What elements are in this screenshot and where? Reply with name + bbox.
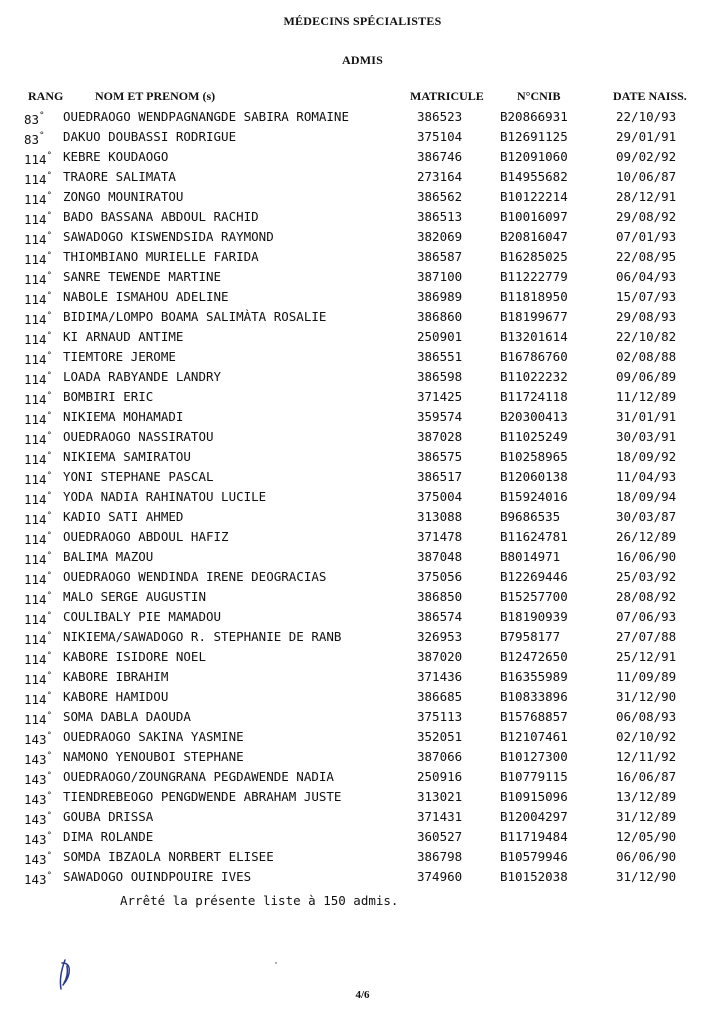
- name-cell: SAWADOGO KISWENDSIDA RAYMOND: [63, 229, 274, 244]
- table-row: [0, 107, 725, 127]
- birthdate-cell: 07/01/93: [616, 229, 677, 244]
- birthdate-cell: 15/07/93: [616, 289, 677, 304]
- birthdate-cell: 10/06/87: [616, 169, 677, 184]
- cnib-cell: B12060138: [500, 469, 568, 484]
- birthdate-cell: 16/06/87: [616, 769, 677, 784]
- cnib-cell: B12004297: [500, 809, 568, 824]
- matricule-cell: 386587: [417, 249, 463, 264]
- rank-value: 114: [24, 252, 47, 268]
- cnib-cell: B16786760: [500, 349, 568, 364]
- cnib-cell: B10016097: [500, 209, 568, 224]
- rank-value: 114: [24, 392, 47, 408]
- column-header-rang: RANG: [28, 89, 64, 103]
- rank-value: 114: [24, 332, 47, 348]
- cnib-cell: B11222779: [500, 269, 568, 284]
- cnib-cell: B10779115: [500, 769, 568, 784]
- table-row: [0, 607, 725, 627]
- rank-degree: °: [46, 351, 52, 361]
- birthdate-cell: 31/12/90: [616, 869, 677, 884]
- rank-value: 143: [24, 832, 47, 848]
- matricule-cell: 386798: [417, 849, 463, 864]
- birthdate-cell: 22/10/93: [616, 109, 677, 124]
- table-row: [0, 427, 725, 447]
- rank-value: 143: [24, 772, 47, 788]
- rank-degree: °: [46, 451, 52, 461]
- birthdate-cell: 31/01/91: [616, 409, 677, 424]
- rank-degree: °: [46, 291, 52, 301]
- name-cell: LOADA RABYANDE LANDRY: [63, 369, 222, 384]
- cnib-cell: B10833896: [500, 689, 568, 704]
- cnib-cell: B12691125: [500, 129, 568, 144]
- table-row: [0, 407, 725, 427]
- matricule-cell: 386860: [417, 309, 463, 324]
- table-row: [0, 147, 725, 167]
- matricule-cell: 371431: [417, 809, 463, 824]
- rank-degree: °: [46, 691, 52, 701]
- name-cell: NIKIEMA/SAWADOGO R. STEPHANIE DE RANB: [63, 629, 342, 644]
- rank-degree: °: [46, 811, 52, 821]
- matricule-cell: 382069: [417, 229, 463, 244]
- table-row: [0, 307, 725, 327]
- name-cell: KEBRE KOUDAOGO: [63, 149, 169, 164]
- matricule-cell: 313021: [417, 789, 463, 804]
- birthdate-cell: 11/04/93: [616, 469, 677, 484]
- cnib-cell: B12107461: [500, 729, 568, 744]
- rank-degree: °: [46, 151, 52, 161]
- rank-degree: °: [46, 551, 52, 561]
- rank-value: 114: [24, 172, 47, 188]
- rank-cell: [24, 867, 52, 890]
- cnib-cell: B12472650: [500, 649, 568, 664]
- table-row: [0, 227, 725, 247]
- cnib-cell: B15768857: [500, 709, 568, 724]
- rank-value: 114: [24, 692, 47, 708]
- rank-value: 114: [24, 412, 47, 428]
- rank-value: 143: [24, 792, 47, 808]
- rank-value: 114: [24, 292, 47, 308]
- birthdate-cell: 29/08/93: [616, 309, 677, 324]
- table-row: [0, 367, 725, 387]
- name-cell: SOMDA IBZAOLA NORBERT ELISEE: [63, 849, 274, 864]
- rank-degree: °: [46, 751, 52, 761]
- rank-value: 114: [24, 532, 47, 548]
- rank-degree: °: [46, 611, 52, 621]
- table-row: [0, 727, 725, 747]
- table-row: [0, 567, 725, 587]
- rank-degree: °: [46, 851, 52, 861]
- rank-degree: °: [46, 171, 52, 181]
- rank-value: 114: [24, 272, 47, 288]
- birthdate-cell: 13/12/89: [616, 789, 677, 804]
- matricule-cell: 386850: [417, 589, 463, 604]
- scan-speck: [275, 962, 277, 964]
- name-cell: OUEDRAOGO ABDOUL HAFIZ: [63, 529, 229, 544]
- birthdate-cell: 26/12/89: [616, 529, 677, 544]
- cnib-cell: B20866931: [500, 109, 568, 124]
- rank-degree: °: [46, 251, 52, 261]
- name-cell: MALO SERGE AUGUSTIN: [63, 589, 206, 604]
- table-row: [0, 767, 725, 787]
- admis-table: [0, 107, 725, 887]
- name-cell: BADO BASSANA ABDOUL RACHID: [63, 209, 259, 224]
- column-header-nom: NOM ET PRENOM (s): [95, 89, 216, 103]
- matricule-cell: 386551: [417, 349, 463, 364]
- table-row: [0, 587, 725, 607]
- matricule-cell: 371478: [417, 529, 463, 544]
- birthdate-cell: 02/08/88: [616, 349, 677, 364]
- rank-degree: °: [46, 731, 52, 741]
- table-row: [0, 387, 725, 407]
- rank-degree: °: [46, 311, 52, 321]
- rank-value: 114: [24, 352, 47, 368]
- rank-degree: °: [46, 871, 52, 881]
- rank-value: 114: [24, 512, 47, 528]
- rank-degree: °: [46, 491, 52, 501]
- name-cell: TIEMTORE JEROME: [63, 349, 176, 364]
- footer-note: Arrêté la présente liste à 150 admis.: [120, 893, 399, 908]
- matricule-cell: 387020: [417, 649, 463, 664]
- birthdate-cell: 18/09/94: [616, 489, 677, 504]
- cnib-cell: B15257700: [500, 589, 568, 604]
- name-cell: NABOLE ISMAHOU ADELINE: [63, 289, 229, 304]
- matricule-cell: 250916: [417, 769, 463, 784]
- rank-value: 114: [24, 572, 47, 588]
- name-cell: KABORE IBRAHIM: [63, 669, 169, 684]
- rank-value: 114: [24, 452, 47, 468]
- birthdate-cell: 11/09/89: [616, 669, 677, 684]
- birthdate-cell: 16/06/90: [616, 549, 677, 564]
- rank-degree: °: [46, 231, 52, 241]
- cnib-cell: B8014971: [500, 549, 561, 564]
- rank-value: 114: [24, 312, 47, 328]
- rank-value: 143: [24, 752, 47, 768]
- rank-degree: °: [46, 671, 52, 681]
- rank-degree: °: [46, 711, 52, 721]
- birthdate-cell: 11/12/89: [616, 389, 677, 404]
- matricule-cell: 352051: [417, 729, 463, 744]
- name-cell: THIOMBIANO MURIELLE FARIDA: [63, 249, 259, 264]
- matricule-cell: 386685: [417, 689, 463, 704]
- name-cell: OUEDRAOGO SAKINA YASMINE: [63, 729, 244, 744]
- name-cell: BALIMA MAZOU: [63, 549, 154, 564]
- cnib-cell: B11022232: [500, 369, 568, 384]
- matricule-cell: 387066: [417, 749, 463, 764]
- table-row: [0, 807, 725, 827]
- rank-value: 114: [24, 652, 47, 668]
- table-row: [0, 847, 725, 867]
- rank-degree: °: [46, 391, 52, 401]
- table-row: [0, 547, 725, 567]
- rank-value: 143: [24, 812, 47, 828]
- rank-value: 114: [24, 492, 47, 508]
- name-cell: YODA NADIA RAHINATOU LUCILE: [63, 489, 267, 504]
- table-row: [0, 527, 725, 547]
- cnib-cell: B15924016: [500, 489, 568, 504]
- rank-value: 114: [24, 372, 47, 388]
- rank-value: 114: [24, 612, 47, 628]
- cnib-cell: B10915096: [500, 789, 568, 804]
- birthdate-cell: 02/10/92: [616, 729, 677, 744]
- matricule-cell: 374960: [417, 869, 463, 884]
- cnib-cell: B11724118: [500, 389, 568, 404]
- rank-value: 114: [24, 232, 47, 248]
- rank-value: 114: [24, 672, 47, 688]
- matricule-cell: 386574: [417, 609, 463, 624]
- cnib-cell: B12091060: [500, 149, 568, 164]
- name-cell: ZONGO MOUNIRATOU: [63, 189, 184, 204]
- matricule-cell: 386562: [417, 189, 463, 204]
- birthdate-cell: 31/12/89: [616, 809, 677, 824]
- table-row: [0, 667, 725, 687]
- name-cell: DAKUO DOUBASSI RODRIGUE: [63, 129, 237, 144]
- table-row: [0, 287, 725, 307]
- birthdate-cell: 30/03/87: [616, 509, 677, 524]
- table-row: [0, 827, 725, 847]
- table-row: [0, 647, 725, 667]
- matricule-cell: 386517: [417, 469, 463, 484]
- table-row: [0, 467, 725, 487]
- name-cell: NAMONO YENOUBOI STEPHANE: [63, 749, 244, 764]
- name-cell: GOUBA DRISSA: [63, 809, 154, 824]
- rank-degree: °: [46, 471, 52, 481]
- name-cell: YONI STEPHANE PASCAL: [63, 469, 214, 484]
- birthdate-cell: 22/08/95: [616, 249, 677, 264]
- name-cell: OUEDRAOGO NASSIRATOU: [63, 429, 214, 444]
- rank-value: 114: [24, 192, 47, 208]
- name-cell: OUEDRAOGO WENDINDA IRENE DEOGRACIAS: [63, 569, 327, 584]
- page-title: MÉDECINS SPÉCIALISTES: [283, 14, 442, 28]
- rank-degree: °: [46, 651, 52, 661]
- rank-degree: °: [46, 411, 52, 421]
- name-cell: BOMBIRI ERIC: [63, 389, 154, 404]
- birthdate-cell: 25/03/92: [616, 569, 677, 584]
- table-row: [0, 207, 725, 227]
- cnib-cell: B16285025: [500, 249, 568, 264]
- rank-degree: °: [46, 591, 52, 601]
- table-row: [0, 347, 725, 367]
- name-cell: SAWADOGO OUINDPOUIRE IVES: [63, 869, 252, 884]
- table-row: [0, 127, 725, 147]
- page-subtitle: ADMIS: [341, 53, 383, 67]
- cnib-cell: B10258965: [500, 449, 568, 464]
- name-cell: NIKIEMA MOHAMADI: [63, 409, 184, 424]
- matricule-cell: 375056: [417, 569, 463, 584]
- birthdate-cell: 06/04/93: [616, 269, 677, 284]
- rank-value: 114: [24, 152, 47, 168]
- name-cell: DIMA ROLANDE: [63, 829, 154, 844]
- birthdate-cell: 29/01/91: [616, 129, 677, 144]
- matricule-cell: 386989: [417, 289, 463, 304]
- cnib-cell: B18199677: [500, 309, 568, 324]
- birthdate-cell: 07/06/93: [616, 609, 677, 624]
- birthdate-cell: 28/12/91: [616, 189, 677, 204]
- table-row: [0, 487, 725, 507]
- birthdate-cell: 12/05/90: [616, 829, 677, 844]
- table-row: [0, 627, 725, 647]
- rank-degree: °: [46, 271, 52, 281]
- birthdate-cell: 27/07/88: [616, 629, 677, 644]
- table-row: [0, 447, 725, 467]
- matricule-cell: 359574: [417, 409, 463, 424]
- table-row: [0, 327, 725, 347]
- birthdate-cell: 22/10/82: [616, 329, 677, 344]
- birthdate-cell: 12/11/92: [616, 749, 677, 764]
- cnib-cell: B11025249: [500, 429, 568, 444]
- rank-value: 83: [24, 112, 40, 128]
- cnib-cell: B12269446: [500, 569, 568, 584]
- cnib-cell: B11818950: [500, 289, 568, 304]
- table-row: [0, 167, 725, 187]
- table-row: [0, 707, 725, 727]
- name-cell: KI ARNAUD ANTIME: [63, 329, 184, 344]
- table-row: [0, 747, 725, 767]
- rank-value: 143: [24, 872, 47, 888]
- birthdate-cell: 06/06/90: [616, 849, 677, 864]
- matricule-cell: 375113: [417, 709, 463, 724]
- name-cell: BIDIMA/LOMPO BOAMA SALIMÀTA ROSALIE: [63, 309, 327, 324]
- name-cell: COULIBALY PIE MAMADOU: [63, 609, 222, 624]
- cnib-cell: B11624781: [500, 529, 568, 544]
- cnib-cell: B16355989: [500, 669, 568, 684]
- matricule-cell: 360527: [417, 829, 463, 844]
- rank-value: 143: [24, 732, 47, 748]
- table-row: [0, 507, 725, 527]
- rank-value: 143: [24, 852, 47, 868]
- birthdate-cell: 09/06/89: [616, 369, 677, 384]
- table-row: [0, 267, 725, 287]
- rank-value: 114: [24, 592, 47, 608]
- cnib-cell: B7958177: [500, 629, 561, 644]
- rank-degree: °: [46, 631, 52, 641]
- birthdate-cell: 29/08/92: [616, 209, 677, 224]
- cnib-cell: B9686535: [500, 509, 561, 524]
- name-cell: OUEDRAOGO WENDPAGNANGDE SABIRA ROMAINE: [63, 109, 349, 124]
- name-cell: SANRE TEWENDE MARTINE: [63, 269, 222, 284]
- signature-mark: [56, 958, 76, 992]
- cnib-cell: B11719484: [500, 829, 568, 844]
- cnib-cell: B18190939: [500, 609, 568, 624]
- name-cell: KADIO SATI AHMED: [63, 509, 184, 524]
- rank-degree: °: [46, 431, 52, 441]
- name-cell: SOMA DABLA DAOUDA: [63, 709, 191, 724]
- cnib-cell: B20300413: [500, 409, 568, 424]
- table-row: [0, 867, 725, 887]
- cnib-cell: B13201614: [500, 329, 568, 344]
- matricule-cell: 387100: [417, 269, 463, 284]
- name-cell: OUEDRAOGO/ZOUNGRANA PEGDAWENDE NADIA: [63, 769, 334, 784]
- rank-degree: °: [46, 511, 52, 521]
- rank-value: 83: [24, 132, 40, 148]
- matricule-cell: 371425: [417, 389, 463, 404]
- matricule-cell: 375004: [417, 489, 463, 504]
- name-cell: NIKIEMA SAMIRATOU: [63, 449, 191, 464]
- rank-degree: °: [46, 371, 52, 381]
- birthdate-cell: 30/03/91: [616, 429, 677, 444]
- rank-degree: °: [46, 531, 52, 541]
- rank-degree: °: [39, 131, 45, 141]
- table-row: [0, 787, 725, 807]
- page-number: 4/6: [355, 989, 370, 1001]
- cnib-cell: B20816047: [500, 229, 568, 244]
- rank-value: 114: [24, 472, 47, 488]
- rank-value: 114: [24, 432, 47, 448]
- name-cell: KABORE ISIDORE NOEL: [63, 649, 206, 664]
- matricule-cell: 250901: [417, 329, 463, 344]
- column-header-date: DATE NAISS.: [613, 89, 687, 103]
- cnib-cell: B10122214: [500, 189, 568, 204]
- cnib-cell: B10127300: [500, 749, 568, 764]
- matricule-cell: 386746: [417, 149, 463, 164]
- matricule-cell: 386523: [417, 109, 463, 124]
- table-row: [0, 687, 725, 707]
- column-header-cnib: N°CNIB: [517, 89, 561, 103]
- cnib-cell: B10152038: [500, 869, 568, 884]
- name-cell: TRAORE SALIMATA: [63, 169, 176, 184]
- rank-degree: °: [46, 831, 52, 841]
- rank-value: 114: [24, 552, 47, 568]
- birthdate-cell: 09/02/92: [616, 149, 677, 164]
- rank-value: 114: [24, 632, 47, 648]
- rank-degree: °: [46, 771, 52, 781]
- rank-value: 114: [24, 712, 47, 728]
- name-cell: TIENDREBEOGO PENGDWENDE ABRAHAM JUSTE: [63, 789, 342, 804]
- table-row: [0, 247, 725, 267]
- name-cell: KABORE HAMIDOU: [63, 689, 169, 704]
- rank-degree: °: [46, 791, 52, 801]
- birthdate-cell: 31/12/90: [616, 689, 677, 704]
- rank-value: 114: [24, 212, 47, 228]
- rank-degree: °: [46, 571, 52, 581]
- matricule-cell: 386513: [417, 209, 463, 224]
- birthdate-cell: 18/09/92: [616, 449, 677, 464]
- matricule-cell: 375104: [417, 129, 463, 144]
- birthdate-cell: 25/12/91: [616, 649, 677, 664]
- cnib-cell: B14955682: [500, 169, 568, 184]
- rank-degree: °: [46, 191, 52, 201]
- table-row: [0, 187, 725, 207]
- rank-degree: °: [39, 111, 45, 121]
- matricule-cell: 371436: [417, 669, 463, 684]
- matricule-cell: 387028: [417, 429, 463, 444]
- matricule-cell: 386598: [417, 369, 463, 384]
- birthdate-cell: 28/08/92: [616, 589, 677, 604]
- matricule-cell: 326953: [417, 629, 463, 644]
- rank-degree: °: [46, 331, 52, 341]
- column-header-matricule: MATRICULE: [410, 89, 484, 103]
- cnib-cell: B10579946: [500, 849, 568, 864]
- rank-degree: °: [46, 211, 52, 221]
- birthdate-cell: 06/08/93: [616, 709, 677, 724]
- matricule-cell: 387048: [417, 549, 463, 564]
- matricule-cell: 386575: [417, 449, 463, 464]
- matricule-cell: 273164: [417, 169, 463, 184]
- matricule-cell: 313088: [417, 509, 463, 524]
